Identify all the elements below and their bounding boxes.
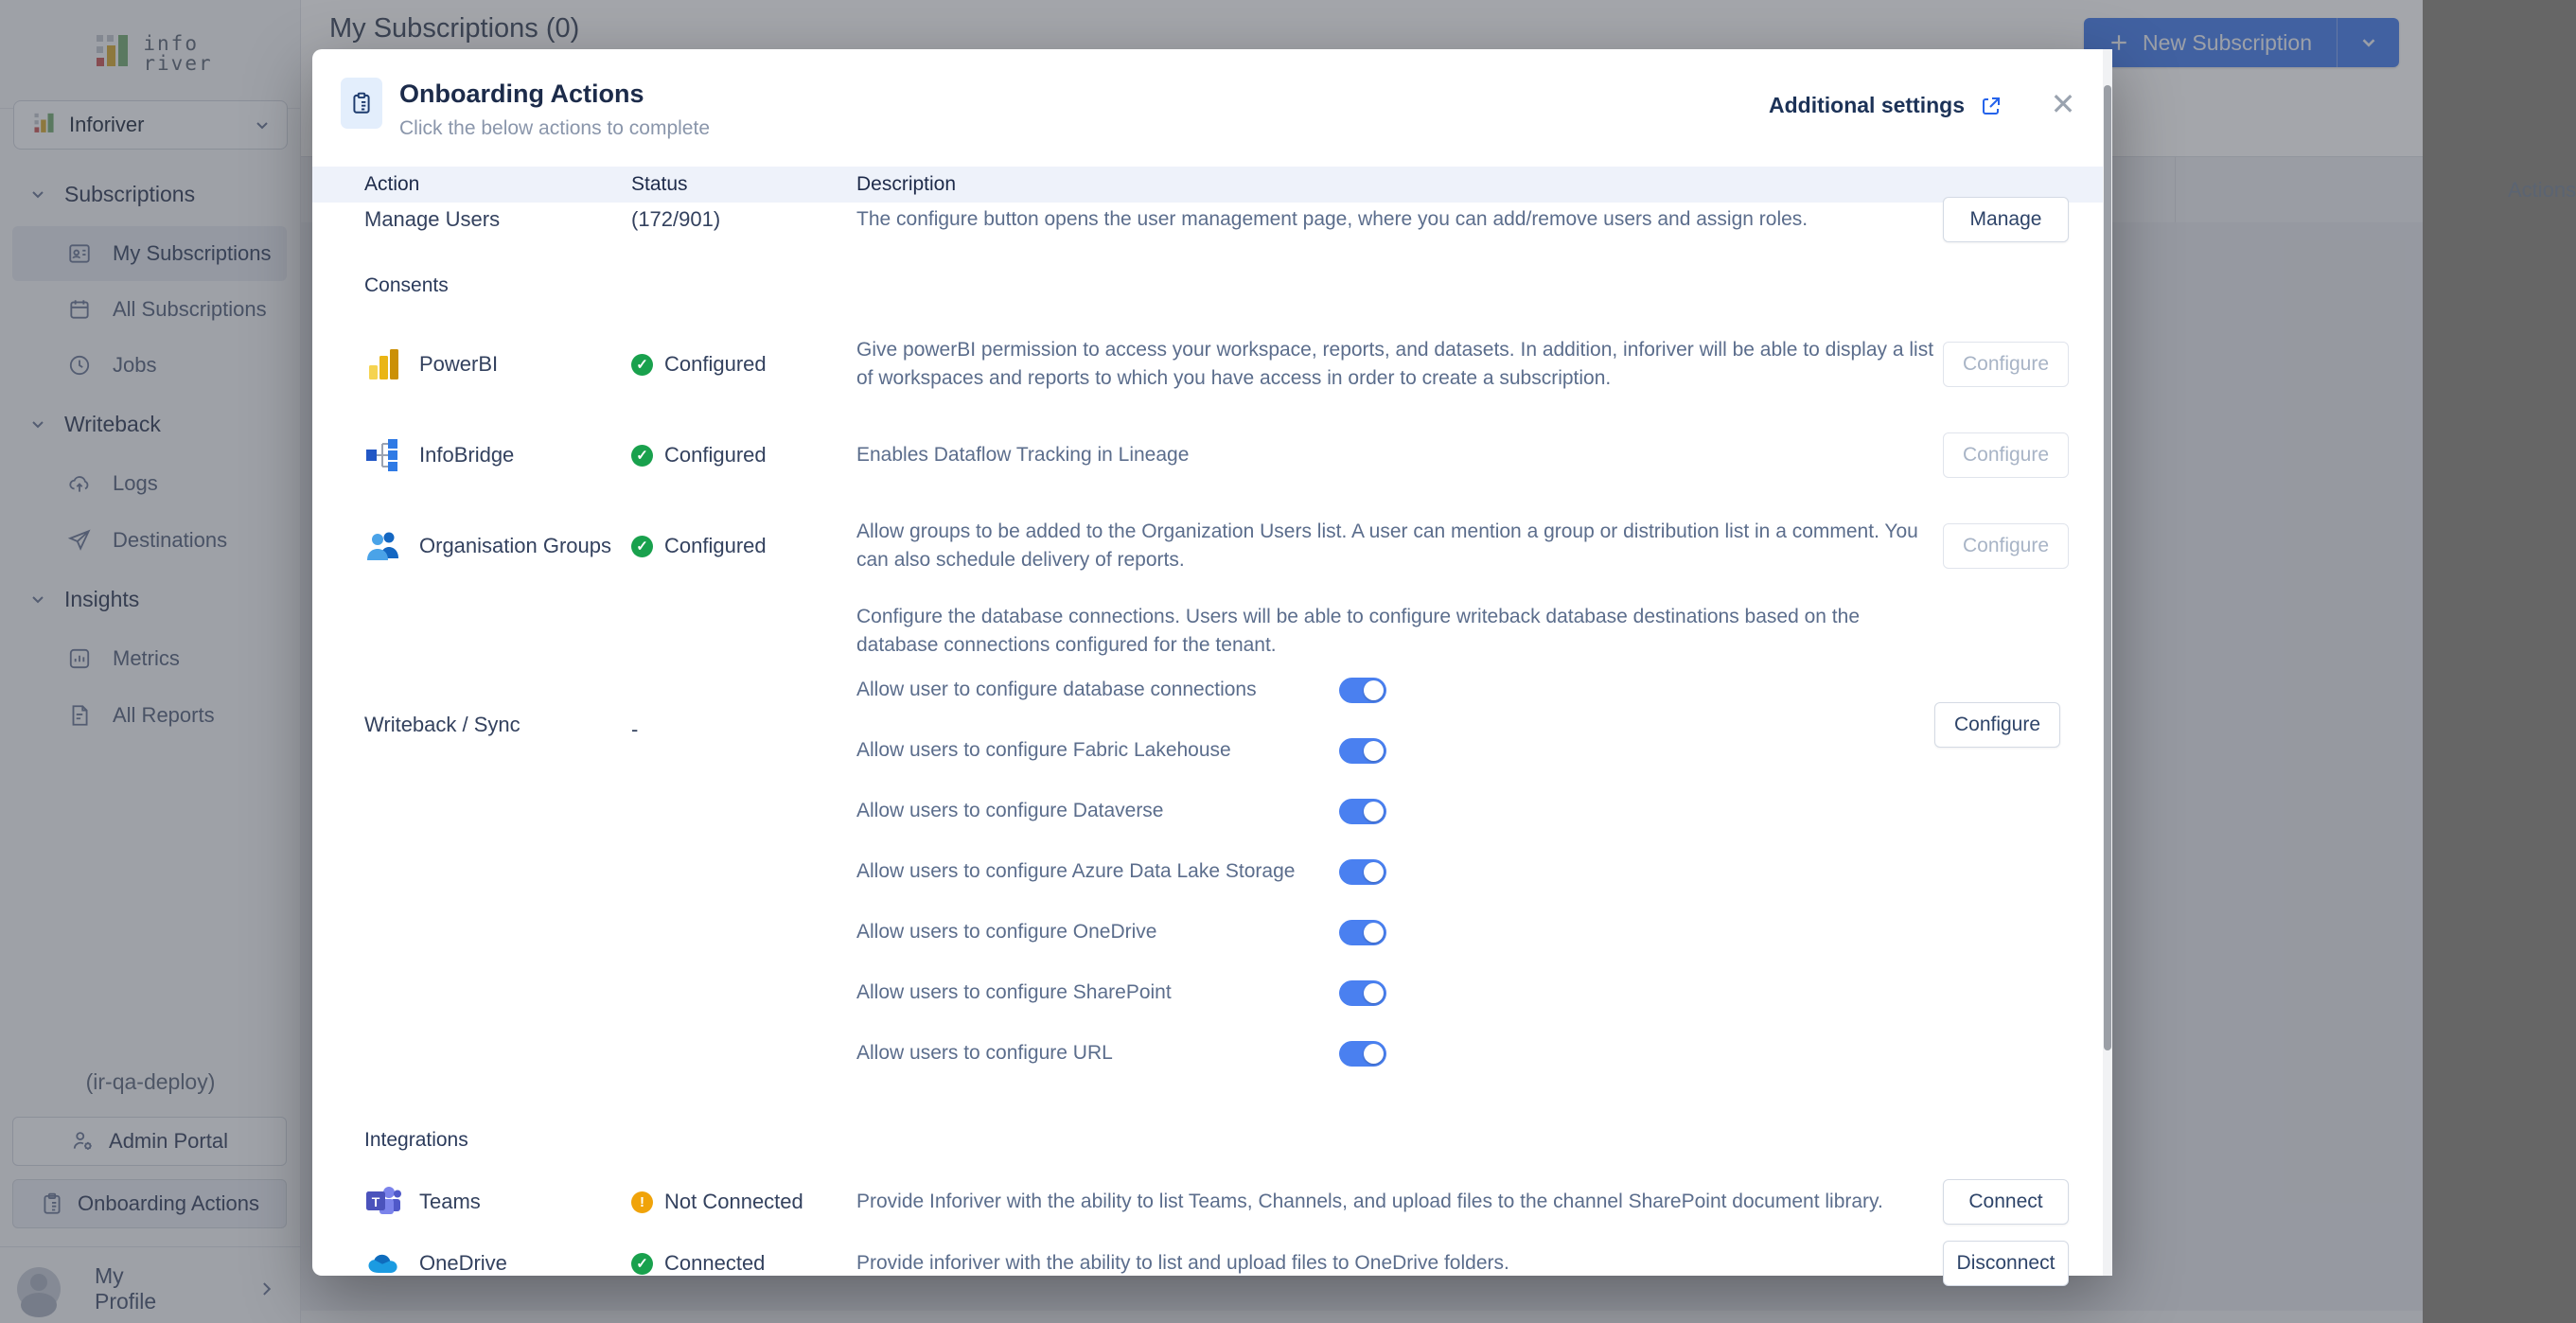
row-name: Organisation Groups bbox=[419, 534, 611, 557]
tenant-label: (ir-qa-deploy) bbox=[85, 1069, 216, 1094]
toggle-row bbox=[856, 720, 1386, 781]
item-label: All Subscriptions bbox=[113, 297, 267, 321]
organisation-groups-icon bbox=[364, 527, 402, 565]
row-description: The configure button opens the user management page, where you can add/remove users and assign roles. bbox=[856, 208, 1808, 230]
toggle-row bbox=[856, 841, 1386, 902]
workspace-name: Inforiver bbox=[69, 113, 145, 136]
toggle-dataverse[interactable] bbox=[1339, 799, 1386, 824]
row-name: InfoBridge bbox=[419, 443, 515, 467]
section-consents: Consents bbox=[364, 274, 449, 296]
toggle-label: Allow users to configure Fabric Lakehouse bbox=[856, 739, 1231, 761]
status-text: - bbox=[631, 717, 639, 741]
svg-text:T: T bbox=[371, 1194, 380, 1209]
group-label: Writeback bbox=[64, 411, 161, 436]
powerbi-icon bbox=[364, 345, 402, 383]
row-manage-users bbox=[312, 191, 2091, 248]
additional-settings-link[interactable] bbox=[1769, 93, 2003, 118]
external-link-icon bbox=[1980, 95, 2003, 117]
configure-button[interactable]: Configure bbox=[1934, 702, 2060, 748]
configure-button[interactable]: Configure bbox=[1943, 432, 2069, 478]
toggle-row bbox=[856, 781, 1386, 841]
toggle-label: Allow users to configure Azure Data Lake Storage bbox=[856, 860, 1296, 882]
toggle-azure-data-lake-storage[interactable] bbox=[1339, 859, 1386, 885]
toggle-fabric-lakehouse[interactable] bbox=[1339, 738, 1386, 764]
row-powerbi bbox=[312, 329, 2091, 399]
modal-scrollbar-thumb[interactable] bbox=[2104, 85, 2111, 1050]
row-onedrive bbox=[312, 1228, 2091, 1298]
check-circle-icon: ✓ bbox=[631, 445, 653, 467]
row-description: Allow groups to be added to the Organization Users list. A user can mention a group or distribution list in a comment. You can also schedule delivery of reports. bbox=[856, 520, 1918, 571]
row-writeback-sync bbox=[312, 594, 2091, 1124]
row-description: Provide inforiver with the ability to list and upload files to OneDrive folders. bbox=[856, 1252, 1509, 1274]
onboarding-actions-modal bbox=[312, 49, 2112, 1276]
configure-button[interactable]: Configure bbox=[1943, 342, 2069, 387]
button-label: New Subscription bbox=[2143, 29, 2312, 55]
toggle-row bbox=[856, 660, 1386, 720]
actions-column-header: Actions bbox=[2508, 178, 2576, 202]
profile-label: My Profile bbox=[95, 1263, 157, 1314]
modal-subtitle: Click the below actions to complete bbox=[399, 117, 710, 139]
row-infobridge bbox=[312, 420, 2091, 490]
item-label: My Subscriptions bbox=[113, 241, 272, 265]
row-description: Configure the database connections. Users will be able to configure writeback database destinations based on the database connections configured for the tenant. bbox=[856, 606, 1860, 656]
page-title: My Subscriptions (0) bbox=[329, 13, 580, 44]
toggle-row bbox=[856, 902, 1386, 962]
check-circle-icon: ✓ bbox=[631, 536, 653, 557]
row-organisation-groups bbox=[312, 511, 2091, 581]
item-label: Metrics bbox=[113, 646, 180, 670]
connect-button[interactable]: Connect bbox=[1943, 1179, 2069, 1225]
teams-icon bbox=[364, 1183, 402, 1221]
button-label: Admin Portal bbox=[109, 1129, 228, 1153]
row-name: PowerBI bbox=[419, 352, 499, 376]
button-label: Onboarding Actions bbox=[77, 1191, 260, 1215]
toggle-row bbox=[856, 962, 1386, 1023]
row-name: Teams bbox=[419, 1190, 481, 1213]
toggle-label: Allow users to configure SharePoint bbox=[856, 981, 1172, 1003]
modal-title: Onboarding Actions bbox=[399, 79, 644, 108]
item-label: Logs bbox=[113, 471, 158, 495]
group-label: Subscriptions bbox=[64, 181, 196, 206]
row-description: Enables Dataflow Tracking in Lineage bbox=[856, 444, 1190, 466]
column-description: Description bbox=[856, 173, 957, 195]
check-circle-icon: ✓ bbox=[631, 354, 653, 376]
toggle-url[interactable] bbox=[1339, 1041, 1386, 1067]
toggle-label: Allow users to configure OneDrive bbox=[856, 921, 1157, 943]
status-text: Configured bbox=[664, 443, 767, 467]
toggle-label: Allow user to configure database connections bbox=[856, 679, 1257, 700]
toggle-row bbox=[856, 1023, 1386, 1084]
item-label: All Reports bbox=[113, 703, 215, 727]
configure-button[interactable]: Configure bbox=[1943, 523, 2069, 569]
toggle-database-connections[interactable] bbox=[1339, 678, 1386, 703]
manage-button[interactable]: Manage bbox=[1943, 197, 2069, 242]
status-text: (172/901) bbox=[631, 207, 721, 231]
infobridge-icon bbox=[364, 436, 402, 474]
item-label: Jobs bbox=[113, 353, 157, 377]
check-circle-icon: ✓ bbox=[631, 1253, 653, 1275]
disconnect-button[interactable]: Disconnect bbox=[1943, 1241, 2069, 1286]
column-action: Action bbox=[364, 173, 420, 195]
row-name: Manage Users bbox=[364, 207, 501, 231]
close-icon[interactable]: ✕ bbox=[2050, 87, 2076, 121]
logo-text: info river bbox=[143, 32, 213, 75]
toggle-sharepoint[interactable] bbox=[1339, 980, 1386, 1006]
status-text: Not Connected bbox=[664, 1190, 803, 1213]
item-label: Destinations bbox=[113, 528, 228, 552]
status-text: Configured bbox=[664, 534, 767, 557]
row-name: Writeback / Sync bbox=[364, 713, 520, 736]
group-label: Insights bbox=[64, 586, 140, 611]
row-description: Give powerBI permission to access your workspace, reports, and datasets. In addition, inforiver will be able to display a list of workspaces and reports to which you have access in order to create a subscription. bbox=[856, 339, 1934, 389]
status-text: Connected bbox=[664, 1251, 766, 1275]
clipboard-icon bbox=[341, 78, 382, 129]
warning-circle-icon: ! bbox=[631, 1191, 653, 1213]
toggle-label: Allow users to configure Dataverse bbox=[856, 800, 1164, 821]
section-integrations: Integrations bbox=[364, 1129, 468, 1151]
link-label: Additional settings bbox=[1769, 93, 1965, 117]
status-text: Configured bbox=[664, 352, 767, 376]
row-description: Provide Inforiver with the ability to list Teams, Channels, and upload files to the channel SharePoint document library. bbox=[856, 1191, 1883, 1212]
toggle-onedrive[interactable] bbox=[1339, 920, 1386, 945]
column-status: Status bbox=[631, 173, 688, 195]
row-teams bbox=[312, 1167, 2091, 1237]
onedrive-icon bbox=[364, 1244, 402, 1282]
row-name: OneDrive bbox=[419, 1251, 507, 1275]
toggle-label: Allow users to configure URL bbox=[856, 1042, 1113, 1064]
